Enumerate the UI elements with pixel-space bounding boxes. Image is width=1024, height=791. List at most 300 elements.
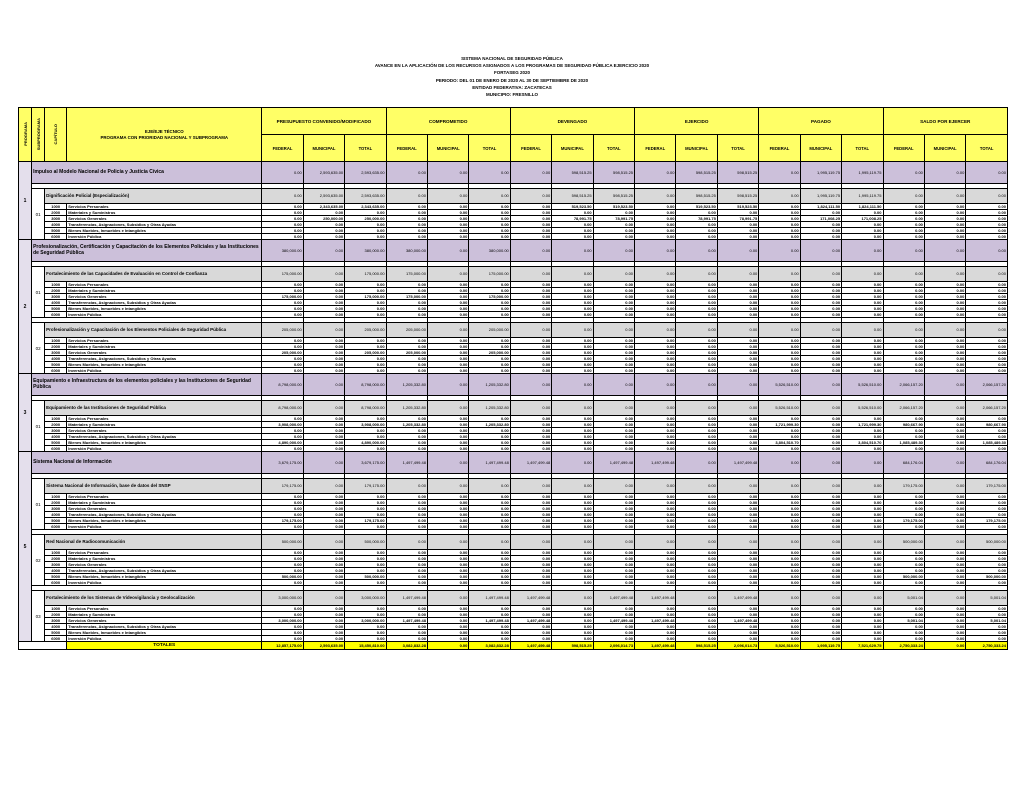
chapter-value-cell: 0.00 bbox=[800, 300, 841, 306]
chapter-value-cell: 3,908,000.00 bbox=[262, 422, 303, 428]
program-value-cell: 0.00 bbox=[842, 240, 883, 262]
chapter-code: 4000 bbox=[45, 434, 67, 440]
chapter-value-cell: 0.00 bbox=[427, 216, 468, 222]
chapter-value-cell: 0.00 bbox=[510, 294, 551, 300]
chapter-value-cell: 0.00 bbox=[427, 416, 468, 422]
chapter-value-cell: 0.00 bbox=[924, 416, 965, 422]
chapter-value-cell: 0.00 bbox=[635, 580, 676, 586]
col-header-capitulo: CAPÍTULO bbox=[45, 108, 67, 162]
chapter-value-cell: 0.00 bbox=[345, 434, 386, 440]
chapter-value-cell: 0.00 bbox=[842, 368, 883, 374]
chapter-value-cell: 0.00 bbox=[345, 306, 386, 312]
program-value-cell: 0.00 bbox=[966, 240, 1008, 262]
chapter-value-cell: 0.00 bbox=[262, 300, 303, 306]
chapter-value-cell: 0.00 bbox=[552, 350, 593, 356]
chapter-code: 6000 bbox=[45, 234, 67, 240]
chapter-value-cell: 0.00 bbox=[552, 606, 593, 612]
chapter-value-cell: 78,991.75 bbox=[717, 216, 758, 222]
program-value-cell: 0.00 bbox=[552, 240, 593, 262]
subcol-header-municipal: MUNICIPAL bbox=[924, 135, 965, 162]
chapter-value-cell: 0.00 bbox=[759, 494, 800, 500]
subprogram-value-cell: 0.00 bbox=[552, 323, 593, 338]
chapter-value-cell: 0.00 bbox=[676, 494, 717, 500]
chapter-value-cell: 0.00 bbox=[800, 338, 841, 344]
chapter-code: 5000 bbox=[45, 574, 67, 580]
chapter-value-cell: 0.00 bbox=[676, 368, 717, 374]
program-value-cell: 0.00 bbox=[924, 374, 965, 396]
chapter-value-cell: 0.00 bbox=[924, 338, 965, 344]
chapter-value-cell: 0.00 bbox=[386, 446, 427, 452]
chapter-value-cell: 0.00 bbox=[427, 636, 468, 642]
program-name: Impulso al Modelo Nacional de Policía y Justicia Cívica bbox=[32, 162, 262, 184]
program-value-cell: 1,497,499.48 bbox=[717, 452, 758, 474]
chapter-value-cell: 0.00 bbox=[427, 368, 468, 374]
chapter-value-cell: 0.00 bbox=[676, 636, 717, 642]
chapter-value-cell: 0.00 bbox=[469, 568, 510, 574]
chapter-value-cell: 0.00 bbox=[386, 222, 427, 228]
subprogram-name: Fortalecimiento de las Capacidades de Evaluación en Control de Confianza bbox=[45, 267, 262, 282]
chapter-value-cell: 0.00 bbox=[842, 606, 883, 612]
chapter-value-cell: 0.00 bbox=[635, 210, 676, 216]
chapter-value-cell: 0.00 bbox=[469, 580, 510, 586]
subprogram-value-cell: 2,593,635.00 bbox=[345, 189, 386, 204]
chapter-value-cell: 0.00 bbox=[593, 228, 634, 234]
program-value-cell: 0.00 bbox=[427, 240, 468, 262]
chapter-value-cell: 0.00 bbox=[593, 282, 634, 288]
chapter-value-cell: 0.00 bbox=[759, 210, 800, 216]
subprogram-number: 02 bbox=[32, 535, 45, 586]
subprogram-value-cell: 0.00 bbox=[510, 323, 551, 338]
chapter-value-cell: 0.00 bbox=[842, 356, 883, 362]
subprogram-value-cell: 205,000.00 bbox=[386, 323, 427, 338]
chapter-value-cell: 0.00 bbox=[800, 282, 841, 288]
chapter-value-cell: 0.00 bbox=[552, 574, 593, 580]
chapter-value-cell: 0.00 bbox=[469, 500, 510, 506]
subcol-header-total: TOTAL bbox=[966, 135, 1008, 162]
chapter-name: Transferencias, Asignaciones, Subsidios y Otras Ayudas bbox=[67, 624, 262, 630]
chapter-value-cell: 0.00 bbox=[510, 580, 551, 586]
chapter-value-cell: 0.00 bbox=[303, 338, 344, 344]
chapter-value-cell: 0.00 bbox=[842, 574, 883, 580]
chapter-value-cell: 0.00 bbox=[676, 446, 717, 452]
program-value-cell: 0.00 bbox=[510, 162, 551, 184]
subprogram-value-cell: 0.00 bbox=[966, 323, 1008, 338]
chapter-value-cell: 0.00 bbox=[676, 440, 717, 446]
program-value-cell: 0.00 bbox=[883, 240, 924, 262]
chapter-value-cell: 0.00 bbox=[427, 344, 468, 350]
program-value-cell: 2,066,157.20 bbox=[883, 374, 924, 396]
chapter-value-cell: 0.00 bbox=[593, 210, 634, 216]
program-value-cell: 0.00 bbox=[924, 240, 965, 262]
chapter-value-cell: 0.00 bbox=[262, 630, 303, 636]
chapter-value-cell: 2,343,635.00 bbox=[345, 204, 386, 210]
chapter-value-cell: 3,908,000.00 bbox=[345, 422, 386, 428]
chapter-value-cell: 0.00 bbox=[676, 512, 717, 518]
subprogram-value-cell: 0.00 bbox=[427, 591, 468, 606]
chapter-value-cell: 0.00 bbox=[303, 630, 344, 636]
program-value-cell: 1,497,499.48 bbox=[635, 452, 676, 474]
chapter-value-cell: 0.00 bbox=[345, 562, 386, 568]
program-value-cell: 1,497,499.48 bbox=[510, 452, 551, 474]
chapter-value-cell: 0.00 bbox=[800, 624, 841, 630]
program-value-cell: 0.00 bbox=[386, 162, 427, 184]
chapter-value-cell: 0.00 bbox=[469, 338, 510, 344]
chapter-value-cell: 0.00 bbox=[635, 606, 676, 612]
chapter-value-cell: 0.00 bbox=[427, 422, 468, 428]
subcol-header-municipal: MUNICIPAL bbox=[303, 135, 344, 162]
chapter-value-cell: 0.00 bbox=[635, 550, 676, 556]
totals-blank-cell bbox=[19, 642, 67, 650]
chapter-value-cell: 0.00 bbox=[510, 574, 551, 580]
totals-value-cell: 1,995,119.75 bbox=[800, 642, 841, 650]
chapter-value-cell: 0.00 bbox=[303, 356, 344, 362]
chapter-value-cell: 0.00 bbox=[800, 518, 841, 524]
chapter-value-cell: 0.00 bbox=[386, 500, 427, 506]
chapter-value-cell: 0.00 bbox=[635, 612, 676, 618]
chapter-value-cell: 0.00 bbox=[924, 618, 965, 624]
chapter-value-cell: 0.00 bbox=[966, 416, 1008, 422]
chapter-value-cell: 0.00 bbox=[676, 630, 717, 636]
chapter-value-cell: 0.00 bbox=[883, 210, 924, 216]
chapter-value-cell: 0.00 bbox=[427, 234, 468, 240]
chapter-value-cell: 0.00 bbox=[966, 428, 1008, 434]
chapter-value-cell: 0.00 bbox=[345, 612, 386, 618]
chapter-value-cell: 0.00 bbox=[966, 606, 1008, 612]
chapter-value-cell: 0.00 bbox=[883, 550, 924, 556]
subprogram-value-cell: 179,175.00 bbox=[345, 479, 386, 494]
chapter-value-cell: 0.00 bbox=[800, 556, 841, 562]
chapter-value-cell: 0.00 bbox=[427, 512, 468, 518]
chapter-code: 3000 bbox=[45, 428, 67, 434]
chapter-value-cell: 0.00 bbox=[635, 300, 676, 306]
chapter-value-cell: 0.00 bbox=[386, 440, 427, 446]
chapter-value-cell: 980,667.90 bbox=[966, 422, 1008, 428]
chapter-value-cell: 0.00 bbox=[883, 434, 924, 440]
chapter-value-cell: 0.00 bbox=[676, 306, 717, 312]
chapter-value-cell: 0.00 bbox=[759, 368, 800, 374]
program-value-cell: 0.00 bbox=[676, 452, 717, 474]
chapter-value-cell: 0.00 bbox=[842, 618, 883, 624]
chapter-value-cell: 519,523.50 bbox=[717, 204, 758, 210]
chapter-value-cell: 0.00 bbox=[593, 350, 634, 356]
chapter-value-cell: 0.00 bbox=[427, 312, 468, 318]
chapter-value-cell: 0.00 bbox=[966, 512, 1008, 518]
chapter-value-cell: 0.00 bbox=[345, 344, 386, 350]
chapter-value-cell: 0.00 bbox=[883, 338, 924, 344]
chapter-value-cell: 0.00 bbox=[966, 500, 1008, 506]
chapter-value-cell: 0.00 bbox=[386, 574, 427, 580]
subprogram-value-cell: 3,000,000.00 bbox=[262, 591, 303, 606]
chapter-value-cell: 0.00 bbox=[510, 356, 551, 362]
chapter-code: 1000 bbox=[45, 338, 67, 344]
chapter-value-cell: 0.00 bbox=[759, 556, 800, 562]
chapter-value-cell: 0.00 bbox=[800, 416, 841, 422]
chapter-value-cell: 0.00 bbox=[386, 434, 427, 440]
program-value-cell: 0.00 bbox=[635, 240, 676, 262]
chapter-code: 3000 bbox=[45, 506, 67, 512]
program-value-cell: 0.00 bbox=[800, 240, 841, 262]
chapter-code: 6000 bbox=[45, 524, 67, 530]
subcol-header-federal: FEDERAL bbox=[883, 135, 924, 162]
chapter-code: 1000 bbox=[45, 494, 67, 500]
chapter-value-cell: 205,000.00 bbox=[386, 350, 427, 356]
subprogram-value-cell: 0.00 bbox=[759, 535, 800, 550]
chapter-value-cell: 0.00 bbox=[593, 428, 634, 434]
chapter-value-cell: 0.00 bbox=[924, 216, 965, 222]
chapter-value-cell: 0.00 bbox=[593, 368, 634, 374]
chapter-value-cell: 0.00 bbox=[303, 228, 344, 234]
subprogram-value-cell: 1,497,499.48 bbox=[510, 591, 551, 606]
chapter-value-cell: 0.00 bbox=[842, 446, 883, 452]
chapter-value-cell: 0.00 bbox=[800, 612, 841, 618]
chapter-value-cell: 0.00 bbox=[427, 282, 468, 288]
chapter-value-cell: 0.00 bbox=[469, 282, 510, 288]
chapter-value-cell: 0.00 bbox=[345, 494, 386, 500]
chapter-value-cell: 0.00 bbox=[800, 512, 841, 518]
chapter-value-cell: 0.00 bbox=[345, 636, 386, 642]
chapter-value-cell: 0.00 bbox=[262, 222, 303, 228]
chapter-value-cell: 0.00 bbox=[842, 494, 883, 500]
chapter-value-cell: 0.00 bbox=[676, 618, 717, 624]
chapter-name: Bienes Muebles, Inmuebles e Intangibles bbox=[67, 440, 262, 446]
chapter-code: 2000 bbox=[45, 210, 67, 216]
chapter-value-cell: 0.00 bbox=[552, 282, 593, 288]
chapter-value-cell: 0.00 bbox=[303, 306, 344, 312]
chapter-value-cell: 0.00 bbox=[427, 440, 468, 446]
subprogram-row bbox=[19, 401, 1008, 416]
chapter-value-cell: 0.00 bbox=[469, 562, 510, 568]
chapter-code: 4000 bbox=[45, 300, 67, 306]
subprogram-name: Equipamiento de las Instituciones de Seguridad Pública bbox=[45, 401, 262, 416]
col-header-eje-tecnico bbox=[67, 108, 262, 162]
chapter-value-cell: 0.00 bbox=[593, 288, 634, 294]
chapter-value-cell: 0.00 bbox=[262, 506, 303, 512]
totals-value-cell: 0.00 bbox=[924, 642, 965, 650]
chapter-value-cell: 0.00 bbox=[800, 362, 841, 368]
chapter-value-cell: 0.00 bbox=[262, 556, 303, 562]
subprogram-value-cell: 0.00 bbox=[469, 189, 510, 204]
chapter-value-cell: 0.00 bbox=[717, 350, 758, 356]
subprogram-value-cell: 0.00 bbox=[510, 267, 551, 282]
chapter-value-cell: 0.00 bbox=[966, 434, 1008, 440]
chapter-value-cell: 0.00 bbox=[469, 368, 510, 374]
chapter-value-cell: 0.00 bbox=[717, 416, 758, 422]
chapter-name: Materiales y Suministros bbox=[67, 500, 262, 506]
chapter-code: 1000 bbox=[45, 606, 67, 612]
chapter-value-cell: 175,000.00 bbox=[386, 294, 427, 300]
chapter-value-cell: 0.00 bbox=[386, 494, 427, 500]
chapter-value-cell: 0.00 bbox=[552, 618, 593, 624]
program-value-cell: 684,176.04 bbox=[966, 452, 1008, 474]
chapter-value-cell: 0.00 bbox=[262, 356, 303, 362]
chapter-value-cell: 0.00 bbox=[966, 204, 1008, 210]
chapter-value-cell: 0.00 bbox=[510, 350, 551, 356]
subprogram-value-cell: 0.00 bbox=[717, 401, 758, 416]
program-value-cell: 0.00 bbox=[800, 374, 841, 396]
chapter-value-cell: 1,497,499.48 bbox=[635, 618, 676, 624]
subprogram-value-cell: 0.00 bbox=[593, 479, 634, 494]
chapter-value-cell: 0.00 bbox=[966, 216, 1008, 222]
chapter-value-cell: 0.00 bbox=[386, 300, 427, 306]
chapter-value-cell: 0.00 bbox=[717, 210, 758, 216]
subcol-header-total: TOTAL bbox=[469, 135, 510, 162]
chapter-value-cell: 0.00 bbox=[635, 434, 676, 440]
subprogram-row bbox=[19, 535, 1008, 550]
chapter-value-cell: 0.00 bbox=[552, 416, 593, 422]
chapter-value-cell: 0.00 bbox=[924, 494, 965, 500]
chapter-value-cell: 0.00 bbox=[469, 228, 510, 234]
chapter-value-cell: 0.00 bbox=[800, 500, 841, 506]
chapter-value-cell: 0.00 bbox=[924, 512, 965, 518]
subprogram-value-cell: 205,000.00 bbox=[469, 323, 510, 338]
chapter-value-cell: 0.00 bbox=[593, 312, 634, 318]
chapter-value-cell: 3,804,510.70 bbox=[759, 440, 800, 446]
subprogram-value-cell: 0.00 bbox=[510, 401, 551, 416]
subprogram-value-cell: 0.00 bbox=[552, 591, 593, 606]
chapter-value-cell: 0.00 bbox=[303, 234, 344, 240]
chapter-value-cell: 0.00 bbox=[635, 306, 676, 312]
chapter-code: 1000 bbox=[45, 282, 67, 288]
chapter-value-cell: 5,001.04 bbox=[883, 618, 924, 624]
subprogram-value-cell: 0.00 bbox=[427, 535, 468, 550]
chapter-value-cell: 0.00 bbox=[510, 228, 551, 234]
chapter-value-cell: 0.00 bbox=[469, 518, 510, 524]
subprogram-value-cell: 0.00 bbox=[676, 591, 717, 606]
chapter-value-cell: 0.00 bbox=[924, 624, 965, 630]
chapter-name: Servicios Personales bbox=[67, 338, 262, 344]
program-name: Sistema Nacional de Información bbox=[32, 452, 262, 474]
program-value-cell: 0.00 bbox=[303, 452, 344, 474]
chapter-value-cell: 0.00 bbox=[386, 344, 427, 350]
chapter-value-cell: 519,523.50 bbox=[676, 204, 717, 210]
chapter-value-cell: 0.00 bbox=[593, 606, 634, 612]
chapter-value-cell: 0.00 bbox=[800, 524, 841, 530]
chapter-value-cell: 0.00 bbox=[593, 562, 634, 568]
chapter-name: Transferencias, Asignaciones, Subsidios y Otras Ayudas bbox=[67, 300, 262, 306]
program-value-cell: 0.00 bbox=[800, 452, 841, 474]
chapter-value-cell: 500,000.00 bbox=[345, 574, 386, 580]
chapter-value-cell: 0.00 bbox=[303, 500, 344, 506]
totals-value-cell: 2,750,333.24 bbox=[883, 642, 924, 650]
subprogram-value-cell: 0.00 bbox=[924, 591, 965, 606]
subprogram-value-cell: 1,497,499.48 bbox=[717, 591, 758, 606]
chapter-value-cell: 0.00 bbox=[635, 524, 676, 530]
chapter-value-cell: 0.00 bbox=[924, 440, 965, 446]
chapter-name: Servicios Generales bbox=[67, 350, 262, 356]
subprogram-value-cell: 0.00 bbox=[759, 267, 800, 282]
program-number: 3 bbox=[19, 374, 32, 452]
chapter-name: Servicios Personales bbox=[67, 416, 262, 422]
program-value-cell: 0.00 bbox=[303, 374, 344, 396]
program-value-cell: 2,593,635.00 bbox=[345, 162, 386, 184]
report-title-line-2: AVANCE EN LA APLICACIÓN DE LOS RECURSOS ASIGNADOS A LOS PROGRAMAS DE SEGURIDAD PÚBLICA EJERCICIO 2020 bbox=[374, 63, 650, 69]
chapter-value-cell: 0.00 bbox=[717, 300, 758, 306]
chapter-value-cell: 0.00 bbox=[924, 574, 965, 580]
chapter-value-cell: 0.00 bbox=[552, 506, 593, 512]
program-value-cell: 1,205,332.80 bbox=[386, 374, 427, 396]
chapter-value-cell: 0.00 bbox=[924, 636, 965, 642]
program-value-cell: 0.00 bbox=[759, 162, 800, 184]
chapter-code: 2000 bbox=[45, 288, 67, 294]
chapter-value-cell: 0.00 bbox=[552, 222, 593, 228]
chapter-value-cell: 0.00 bbox=[510, 518, 551, 524]
chapter-value-cell: 0.00 bbox=[635, 356, 676, 362]
chapter-value-cell: 0.00 bbox=[842, 344, 883, 350]
chapter-value-cell: 0.00 bbox=[386, 216, 427, 222]
chapter-value-cell: 0.00 bbox=[676, 344, 717, 350]
chapter-value-cell: 0.00 bbox=[676, 550, 717, 556]
chapter-value-cell: 0.00 bbox=[593, 512, 634, 518]
subprogram-value-cell: 0.00 bbox=[883, 323, 924, 338]
subcol-header-total: TOTAL bbox=[345, 135, 386, 162]
totals-value-cell: 2,096,014.73 bbox=[717, 642, 758, 650]
chapter-value-cell: 0.00 bbox=[759, 204, 800, 210]
subprogram-value-cell: 598,515.25 bbox=[593, 189, 634, 204]
chapter-code: 4000 bbox=[45, 222, 67, 228]
chapter-value-cell: 0.00 bbox=[635, 446, 676, 452]
chapter-value-cell: 0.00 bbox=[842, 222, 883, 228]
chapter-value-cell: 0.00 bbox=[469, 612, 510, 618]
chapter-value-cell: 0.00 bbox=[717, 312, 758, 318]
group-header-saldo: SALDO POR EJERCER bbox=[883, 108, 1008, 135]
chapter-value-cell: 0.00 bbox=[635, 344, 676, 350]
chapter-value-cell: 0.00 bbox=[386, 312, 427, 318]
chapter-name: Materiales y Suministros bbox=[67, 288, 262, 294]
chapter-code: 4000 bbox=[45, 568, 67, 574]
chapter-value-cell: 0.00 bbox=[635, 556, 676, 562]
chapter-value-cell: 0.00 bbox=[966, 228, 1008, 234]
chapter-value-cell: 0.00 bbox=[510, 344, 551, 350]
chapter-value-cell: 0.00 bbox=[262, 568, 303, 574]
chapter-code: 5000 bbox=[45, 362, 67, 368]
chapter-code: 4000 bbox=[45, 512, 67, 518]
chapter-value-cell: 0.00 bbox=[593, 630, 634, 636]
chapter-value-cell: 0.00 bbox=[759, 512, 800, 518]
subprogram-value-cell: 0.00 bbox=[593, 267, 634, 282]
subprogram-value-cell: 598,515.25 bbox=[717, 189, 758, 204]
chapter-value-cell: 0.00 bbox=[717, 428, 758, 434]
chapter-value-cell: 0.00 bbox=[635, 506, 676, 512]
chapter-value-cell: 0.00 bbox=[510, 500, 551, 506]
chapter-value-cell: 0.00 bbox=[427, 630, 468, 636]
chapter-value-cell: 78,991.75 bbox=[593, 216, 634, 222]
chapter-value-cell: 0.00 bbox=[924, 350, 965, 356]
chapter-value-cell: 0.00 bbox=[800, 422, 841, 428]
chapter-value-cell: 0.00 bbox=[345, 550, 386, 556]
subprogram-value-cell: 2,066,157.20 bbox=[966, 401, 1008, 416]
chapter-value-cell: 0.00 bbox=[883, 356, 924, 362]
subprogram-value-cell: 500,000.00 bbox=[883, 535, 924, 550]
chapter-value-cell: 0.00 bbox=[593, 518, 634, 524]
chapter-value-cell: 0.00 bbox=[759, 618, 800, 624]
subprogram-value-cell: 175,000.00 bbox=[386, 267, 427, 282]
chapter-value-cell: 0.00 bbox=[427, 500, 468, 506]
chapter-value-cell: 0.00 bbox=[635, 282, 676, 288]
chapter-value-cell: 0.00 bbox=[966, 362, 1008, 368]
chapter-value-cell: 0.00 bbox=[966, 338, 1008, 344]
subprogram-value-cell: 0.00 bbox=[303, 267, 344, 282]
chapter-value-cell: 0.00 bbox=[924, 630, 965, 636]
chapter-value-cell: 0.00 bbox=[345, 210, 386, 216]
chapter-value-cell: 0.00 bbox=[966, 636, 1008, 642]
chapter-value-cell: 0.00 bbox=[427, 434, 468, 440]
chapter-name: Inversión Pública bbox=[67, 636, 262, 642]
chapter-value-cell: 0.00 bbox=[717, 506, 758, 512]
program-value-cell: 0.00 bbox=[303, 240, 344, 262]
chapter-value-cell: 0.00 bbox=[593, 446, 634, 452]
report-title-line-1: SISTEMA NACIONAL DE SEGURIDAD PÚBLICA bbox=[461, 56, 563, 61]
chapter-value-cell: 0.00 bbox=[842, 630, 883, 636]
